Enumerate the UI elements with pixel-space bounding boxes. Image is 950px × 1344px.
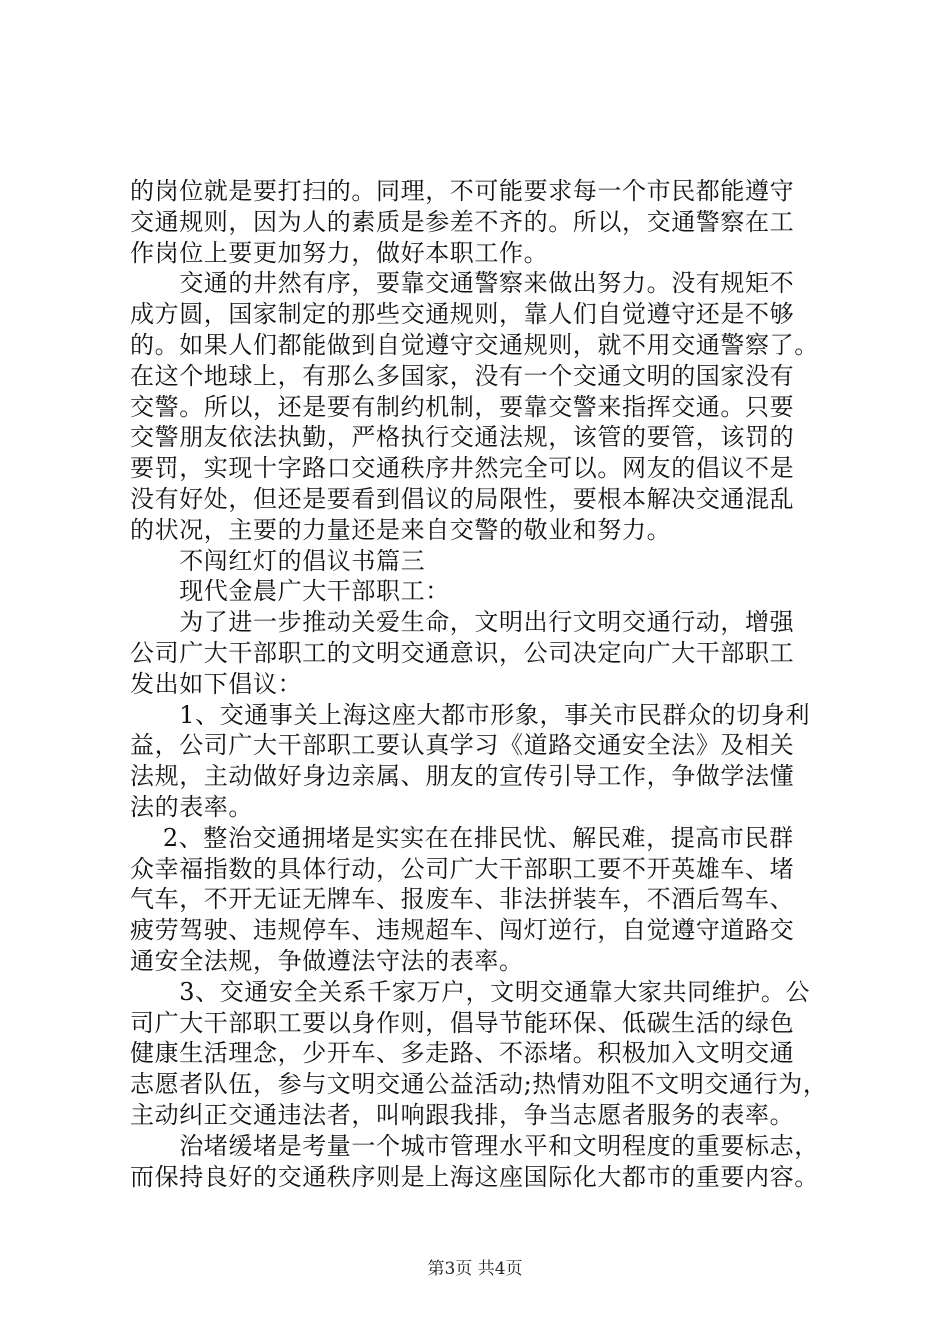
text-line: 主动纠正交通违法者，叫响跟我排，争当志愿者服务的表率。 <box>130 1100 795 1129</box>
text-line: 1、交通事关上海这座大都市形象，事关市民群众的切身利 <box>130 700 811 729</box>
text-line: 作岗位上要更加努力，做好本职工作。 <box>130 238 549 267</box>
text-line: 的。如果人们都能做到自觉遵守交通规则，就不用交通警察了。 <box>130 330 819 359</box>
text-line: 法的表率。 <box>130 792 253 821</box>
text-line: 疲劳驾驶、违规停车、违规超车、闯灯逆行，自觉遵守道路交 <box>130 916 795 945</box>
text-line: 而保持良好的交通秩序则是上海这座国际化大都市的重要内容。 <box>130 1162 819 1191</box>
text-line: 3、交通安全关系千家万户，文明交通靠大家共同维护。公 <box>130 977 811 1006</box>
text-line: 气车，不开无证无牌车、报废车、非法拼装车，不酒后驾车、 <box>130 885 795 914</box>
text-line: 公司广大干部职工的文明交通意识，公司决定向广大干部职工 <box>130 638 795 667</box>
text-line: 健康生活理念，少开车、多走路、不添堵。积极加入文明交通 <box>130 1039 795 1068</box>
text-line: 没有好处，但还是要看到倡议的局限性，要根本解决交通混乱 <box>130 484 795 513</box>
text-line: 法规，主动做好身边亲属、朋友的宣传引导工作，争做学法懂 <box>130 762 795 791</box>
text-line: 司广大干部职工要以身作则，倡导节能环保、低碳生活的绿色 <box>130 1008 795 1037</box>
body-text <box>130 176 850 1192</box>
text-line: 发出如下倡议： <box>130 669 303 698</box>
section-heading: 不闯红灯的倡议书篇三 <box>130 546 426 575</box>
text-line: 的岗位就是要打扫的。同理，不可能要求每一个市民都能遵守 <box>130 177 795 205</box>
text-line: 志愿者队伍，参与文明交通公益活动;热情劝阻不文明交通行为， <box>130 1070 828 1099</box>
text-line: 交通规则，因为人的素质是参差不齐的。所以，交通警察在工 <box>130 207 795 236</box>
text-line: 交警朋友依法执勤，严格执行交通法规，该管的要管，该罚的 <box>130 423 795 452</box>
page-number-footer: 第3页 共4页 <box>427 1259 523 1279</box>
text-line: 益，公司广大干部职工要认真学习《道路交通安全法》及相关 <box>130 731 795 760</box>
text-line: 的状况，主要的力量还是来自交警的敬业和努力。 <box>130 515 672 544</box>
text-line: 为了进一步推动关爱生命，文明出行文明交通行动，增强 <box>130 608 795 637</box>
text-line: 众幸福指数的具体行动，公司广大干部职工要不开英雄车、堵 <box>130 854 795 883</box>
text-line: 2、整治交通拥堵是实实在在排民忧、解民难，提高市民群 <box>130 823 794 852</box>
text-line: 交警。所以，还是要有制约机制，要靠交警来指挥交通。只要 <box>130 392 795 421</box>
text-line: 在这个地球上，有那么多国家，没有一个交通文明的国家没有 <box>130 361 795 390</box>
salutation: 现代金晨广大干部职工： <box>130 577 450 606</box>
text-line: 治堵缓堵是考量一个城市管理水平和文明程度的重要标志， <box>130 1131 819 1160</box>
text-line: 通安全法规，争做遵法守法的表率。 <box>130 946 524 975</box>
text-line: 要罚，实现十字路口交通秩序井然完全可以。网友的倡议不是 <box>130 454 795 483</box>
text-line: 交通的井然有序，要靠交通警察来做出努力。没有规矩不 <box>130 269 795 298</box>
text-line: 成方圆，国家制定的那些交通规则，靠人们自觉遵守还是不够 <box>130 300 795 329</box>
